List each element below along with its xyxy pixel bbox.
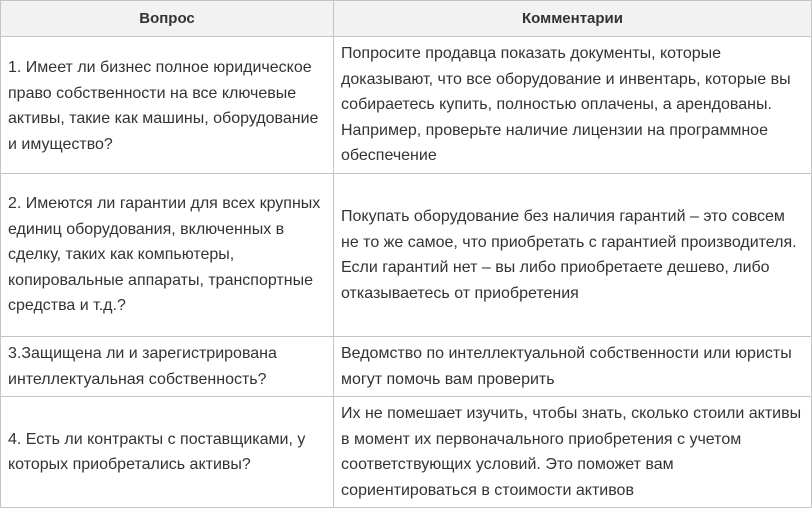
table-row <box>1 337 812 397</box>
question-text: 3.Защищена ли и зарегистрирована интеллектуальная собственность? <box>8 345 277 388</box>
question-cell <box>1 174 334 337</box>
question-cell <box>1 397 334 508</box>
question-text: 1. Имеет ли бизнес полное юридическое право собственности на все ключевые активы, такие как машины, оборудование и имущество? <box>8 59 319 153</box>
table-row <box>1 37 812 174</box>
table-row <box>1 174 812 337</box>
comment-text: Покупать оборудование без наличия гарантий – это совсем не то же самое, что приобретать с гарантией производителя. Если гарантий нет – вы либо приобретаете дешево, либо отказываетесь от приобретения <box>341 208 797 302</box>
header-comment: Комментарии <box>334 1 812 37</box>
header-question: Вопрос <box>1 1 334 37</box>
table-row <box>1 397 812 508</box>
question-text: 2. Имеются ли гарантии для всех крупных единиц оборудования, включенных в сделку, таких как компьютеры, копировальные аппараты, транспортные средства и т.д.? <box>8 195 321 315</box>
table-header-row <box>1 1 812 37</box>
comment-cell <box>334 337 812 397</box>
comment-cell <box>334 174 812 337</box>
comment-text: Попросите продавца показать документы, которые доказывают, что все оборудование и инвентарь, которые вы собираетесь купить, полностью оплачены, а арендованы. Например, проверьте наличие лицензии на программное обеспечение <box>341 45 791 165</box>
comment-text: Их не помешает изучить, чтобы знать, сколько стоили активы в момент их первоначального приобретения с учетом соответствующих условий. Это поможет вам сориентироваться в стоимости активов <box>341 405 802 499</box>
comment-cell <box>334 397 812 508</box>
question-cell <box>1 37 334 174</box>
comment-text: Ведомство по интеллектуальной собственности или юристы могут помочь вам проверить <box>341 345 792 388</box>
question-text: 4. Есть ли контракты с поставщиками, у которых приобретались активы? <box>8 430 306 473</box>
comment-cell <box>334 37 812 174</box>
question-cell <box>1 337 334 397</box>
